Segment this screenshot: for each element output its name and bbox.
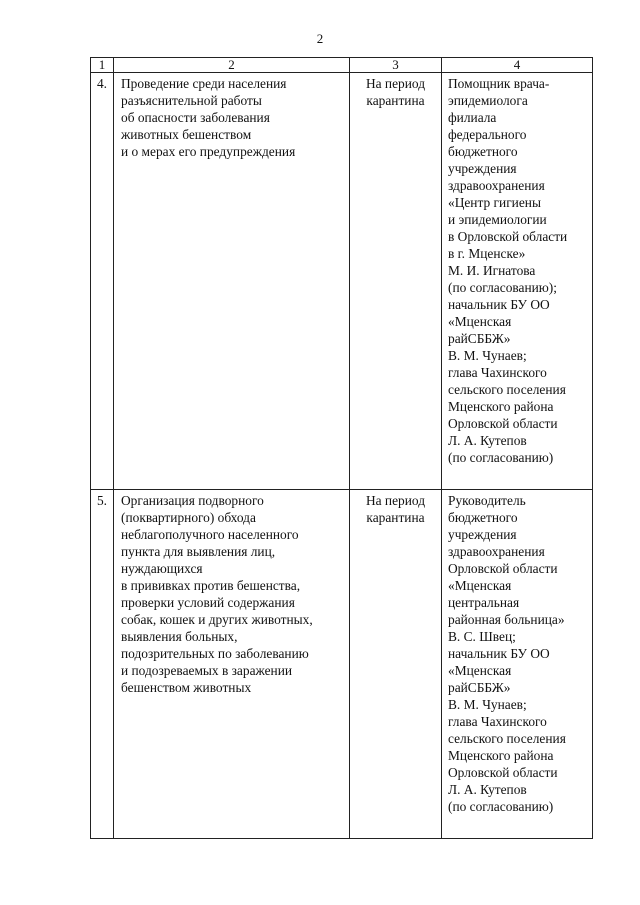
text-line: Помощник врача- [448,76,550,91]
period-cell [350,490,442,839]
table-row [91,73,593,490]
text-line: филиала [448,110,497,125]
text-line: здравоохранения [448,178,545,193]
text-line: «Центр гигиены [448,195,541,210]
text-line: райСББЖ» [448,680,511,695]
text-line: бюджетного [448,144,518,159]
text-line: в Орловской области [448,229,568,244]
responsible-cell [442,73,593,490]
text-line: федерального [448,127,527,142]
text-line: подозрительных по заболеванию [121,646,309,661]
text-line: глава Чахинского [448,714,547,729]
text-line: (по согласованию) [448,799,554,814]
text-line: На период [365,493,426,508]
column-header-4: 4 [442,58,593,73]
text-line: учреждения [448,161,517,176]
table-header-row [91,58,593,73]
text-line: начальник БУ ОО [448,297,550,312]
text-line: и подозреваемых в заражении [121,663,293,678]
text-line: Проведение среди населения [121,76,287,91]
column-header-1: 1 [91,58,114,73]
text-line: карантина [366,510,425,525]
page-number: 2 [316,31,324,46]
measures-table [90,57,593,839]
row-number: 4. [91,73,114,490]
text-line: сельского поселения [448,382,566,397]
text-line: бюджетного [448,510,518,525]
text-line: Руководитель [448,493,526,508]
text-line: Орловской области [448,561,558,576]
text-line: глава Чахинского [448,365,547,380]
text-line: проверки условий содержания [121,595,295,610]
text-line: райСББЖ» [448,331,511,346]
text-line: Организация подворного [121,493,264,508]
text-line: собак, кошек и других животных, [121,612,313,627]
text-line: разъяснительной работы [121,93,262,108]
activity-cell [114,73,350,490]
text-line: центральная [448,595,520,610]
text-line: сельского поселения [448,731,566,746]
text-line: и эпидемиологии [448,212,547,227]
period-cell [350,73,442,490]
column-header-3: 3 [350,58,442,73]
text-line: (по согласованию); [448,280,557,295]
text-line: (по согласованию) [448,450,554,465]
text-line: Орловской области [448,416,558,431]
text-line: животных бешенством [121,127,252,142]
text-line: пункта для выявления лиц, [121,544,276,559]
text-line: районная больница» [448,612,565,627]
text-line: бешенством животных [121,680,252,695]
text-line: учреждения [448,527,517,542]
text-line: В. С. Швец; [448,629,516,644]
text-line: об опасности заболевания [121,110,270,125]
text-line: «Мценская [448,314,512,329]
text-line: выявления больных, [121,629,238,644]
text-line: В. М. Чунаев; [448,697,527,712]
text-line: «Мценская [448,663,512,678]
text-line: в г. Мценске» [448,246,526,261]
text-line: начальник БУ ОО [448,646,550,661]
text-line: неблагополучного населенного [121,527,299,542]
responsible-cell [442,490,593,839]
text-line: Л. А. Кутепов [448,782,527,797]
text-line: «Мценская [448,578,512,593]
text-line: нуждающихся [121,561,203,576]
text-line: Мценского района [448,748,554,763]
text-line: В. М. Чунаев; [448,348,527,363]
text-line: М. И. Игнатова [448,263,536,278]
text-line: Л. А. Кутепов [448,433,527,448]
text-line: и о мерах его предупреждения [121,144,296,159]
table-row [91,490,593,839]
text-line: в прививках против бешенства, [121,578,301,593]
text-line: здравоохранения [448,544,545,559]
text-line: На период [365,76,426,91]
text-line: эпидемиолога [448,93,528,108]
text-line: Орловской области [448,765,558,780]
text-line: карантина [366,93,425,108]
text-line: (поквартирного) обхода [121,510,256,525]
text-line: Мценского района [448,399,554,414]
activity-cell [114,490,350,839]
row-number: 5. [91,490,114,839]
column-header-2: 2 [114,58,350,73]
